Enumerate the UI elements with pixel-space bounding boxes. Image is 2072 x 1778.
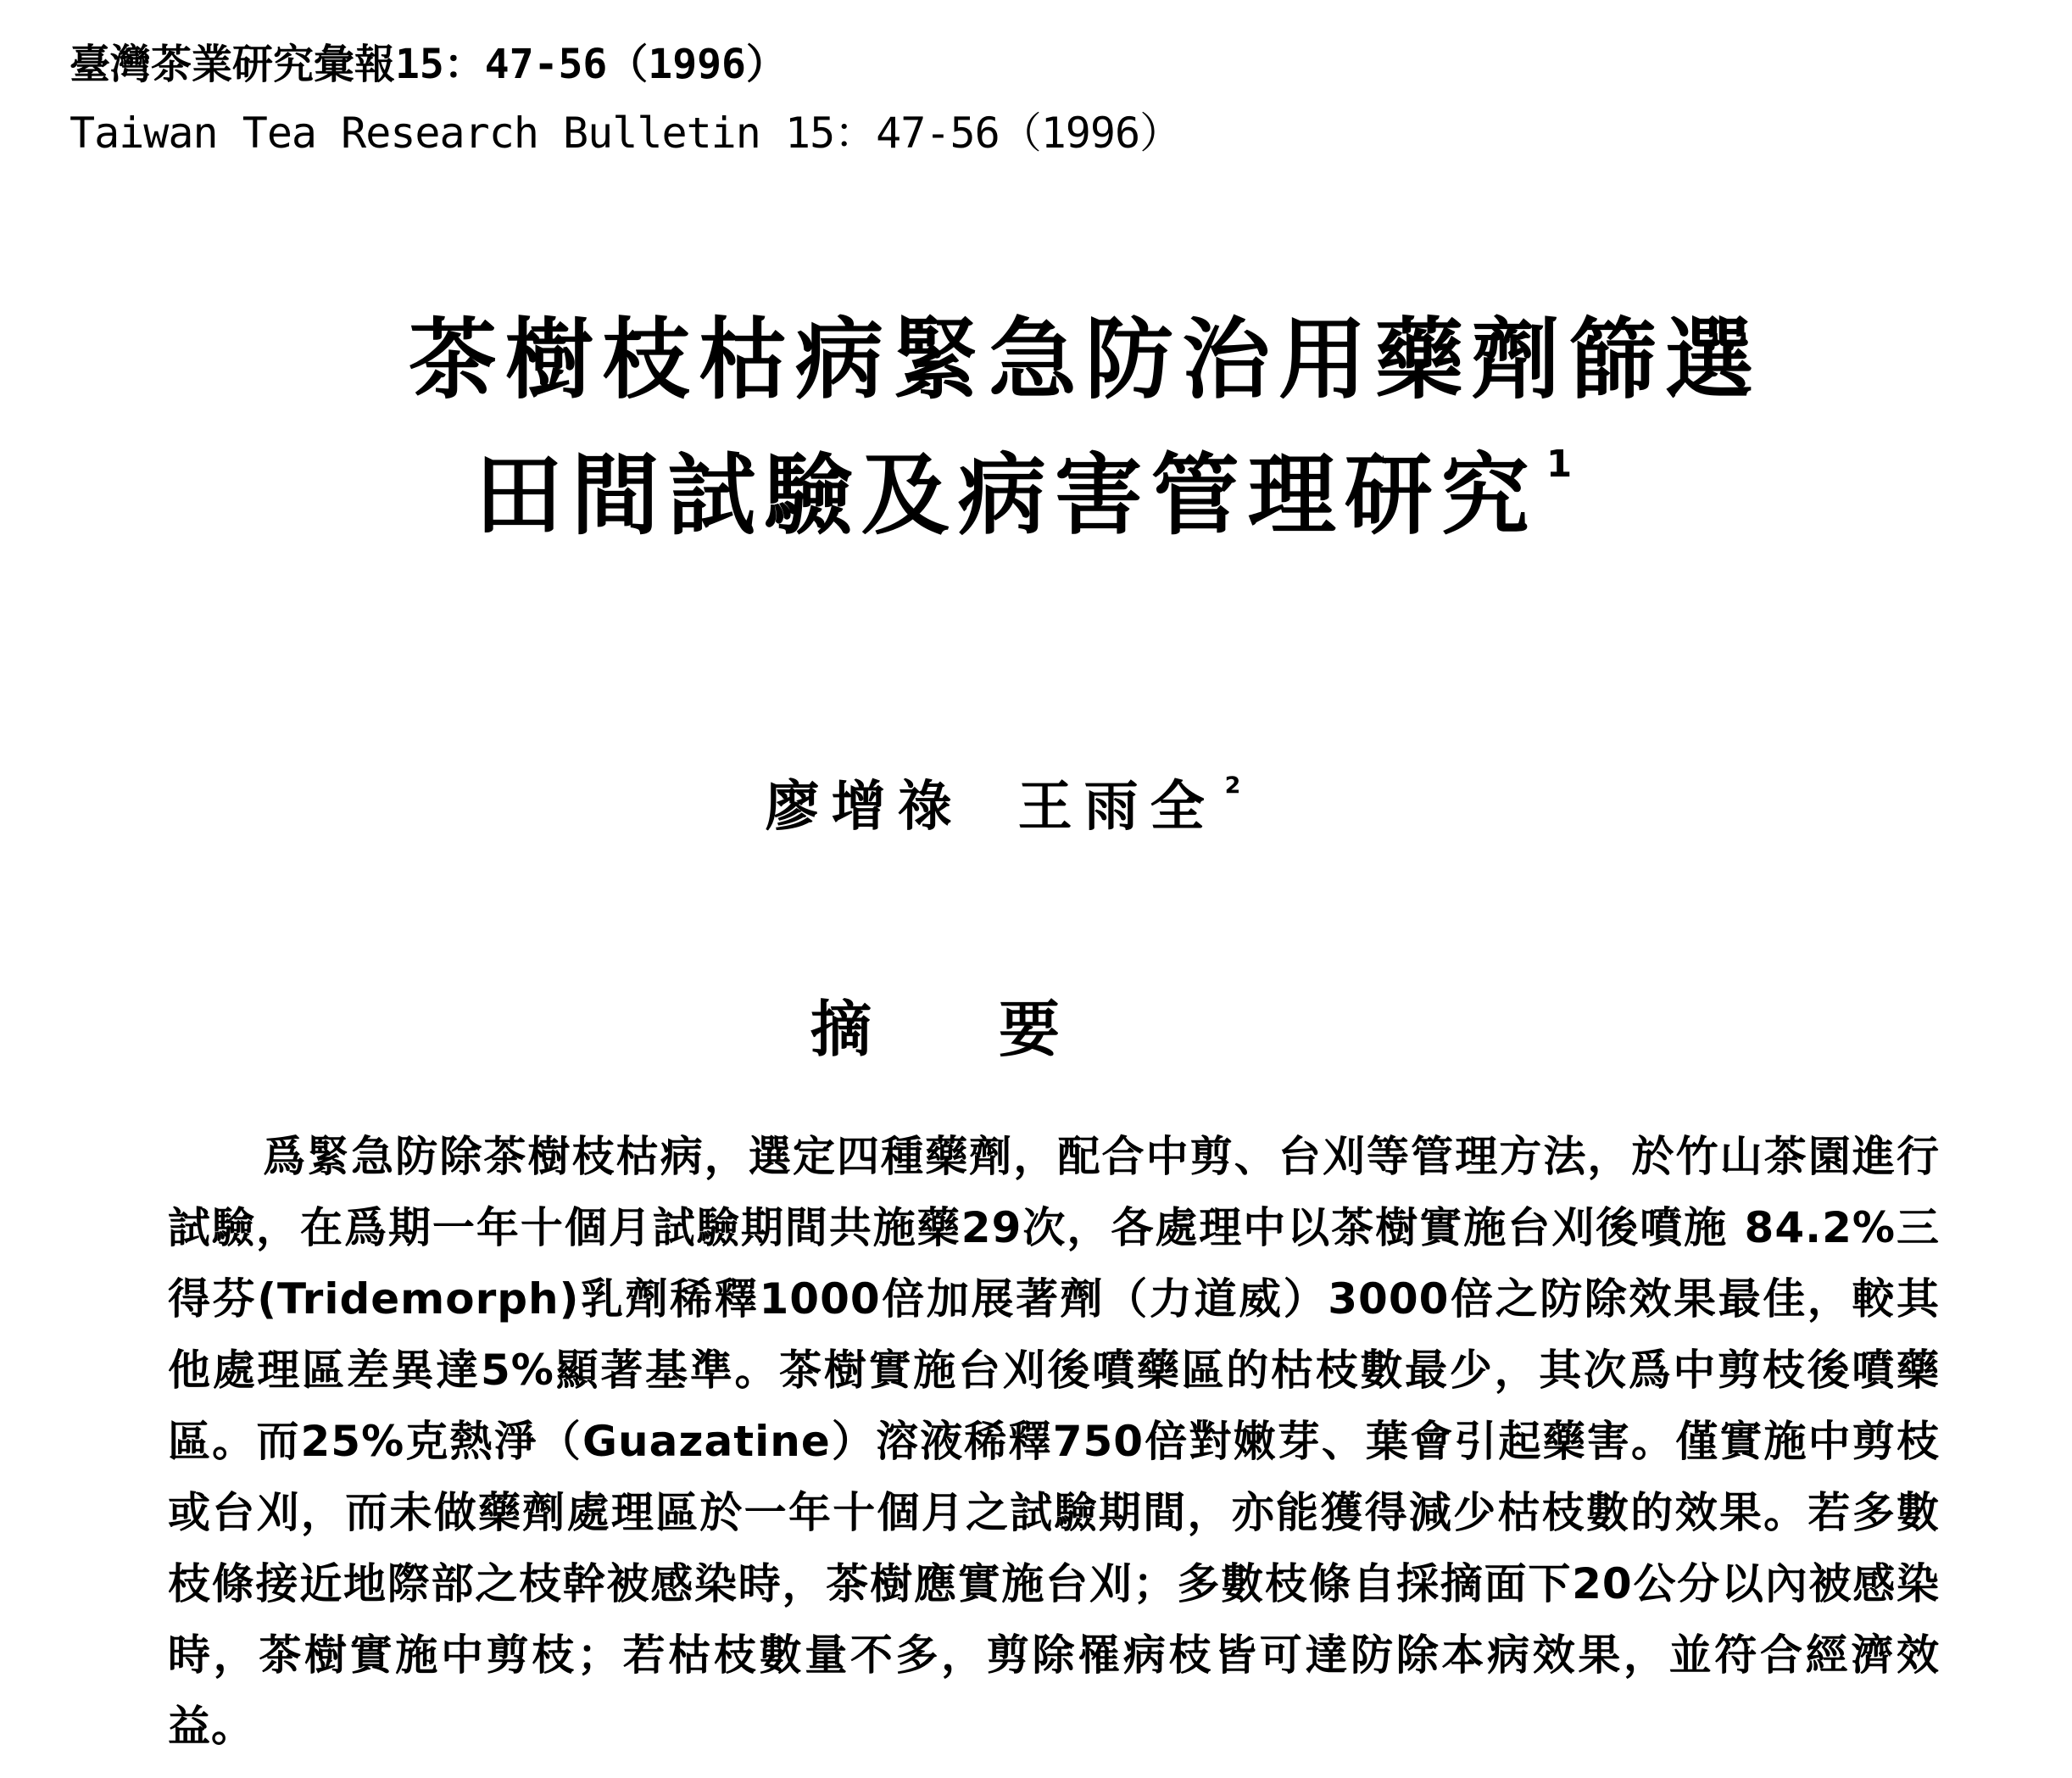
journal-citation-zh: 臺灣茶業研究彙報15：47-56（1996） bbox=[70, 41, 787, 88]
journal-citation-en: Taiwan Tea Research Bulletin 15：47-56（1996） bbox=[70, 109, 1182, 158]
title-footnote-mark: 1 bbox=[1546, 443, 1581, 486]
author-list bbox=[0, 772, 2045, 839]
author-name: 廖增祿 bbox=[765, 776, 964, 839]
author-name: 王雨全 bbox=[1017, 776, 1217, 839]
abstract-text: 爲緊急防除茶樹枝枯病，選定四種藥劑，配合中剪、台刈等管理方法，於竹山茶園進行試驗，在爲期一年十個月試驗期間共施藥29次，各處理中以茶樹實施台刈後噴施 84.2%三得芬(Tridemorph)乳劑稀釋1000倍加展著劑（力道威）3000倍之防除效果最佳，較其他處理區差異達5%顯著基準。茶樹實施台刈後噴藥區的枯枝數最少，其次爲中剪枝後噴藥區。而25%克熱淨（Guazatine）溶液稀釋750倍對嫩芽、葉會引起藥害。僅實施中剪枝或台刈，而未做藥劑處理區於一年十個月之試驗期間，亦能獲得減少枯枝數的效果。若多數枝條接近地際部之枝幹被感染時，茶樹應實施台刈；多數枝條自採摘面下20公分以內被感染時，茶樹實施中剪枝；若枯枝數量不多，剪除罹病枝皆可達防除本病效果，並符合經濟效益。 bbox=[168, 1132, 1940, 1751]
paper-title-line-2-text: 田間試驗及病害管理研究 bbox=[474, 443, 1538, 547]
author-footnote-mark: 2 bbox=[1224, 772, 1253, 799]
paper-title-line-2 bbox=[0, 443, 2064, 547]
paper-title-line-1-text: 茶樹枝枯病緊急防治用藥劑篩選 bbox=[408, 308, 1762, 411]
abstract-heading: 摘要 bbox=[810, 994, 1187, 1065]
paper-title-line-1 bbox=[49, 308, 2072, 411]
